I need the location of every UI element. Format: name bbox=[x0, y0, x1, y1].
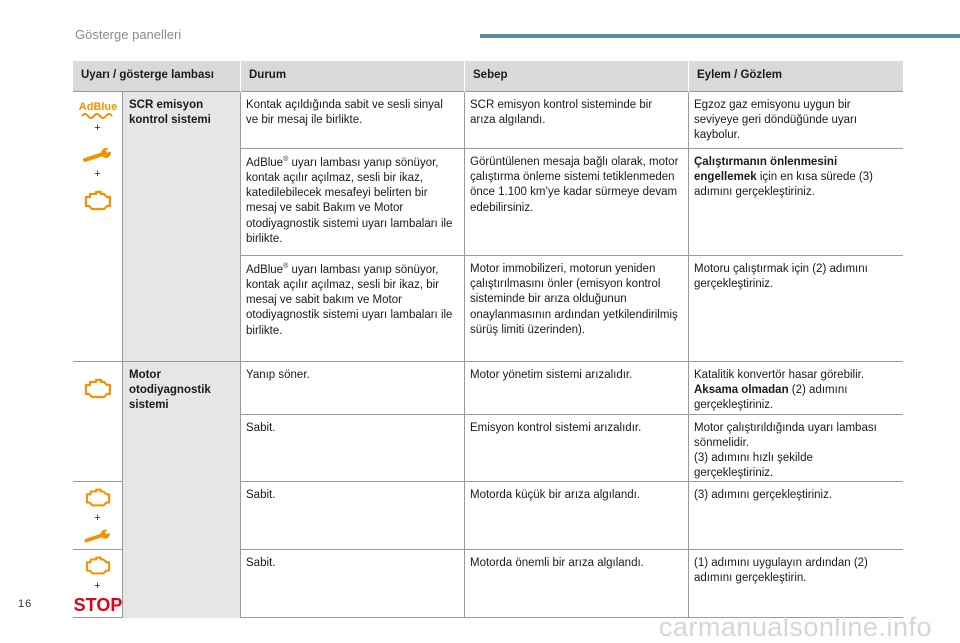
header-rule bbox=[480, 34, 960, 38]
motor-row1-status: Yanıp söner. bbox=[241, 362, 465, 415]
plus-sign: + bbox=[94, 168, 101, 180]
col-header-lamp: Uyarı / gösterge lambası bbox=[73, 61, 241, 92]
plus-sign: + bbox=[94, 122, 101, 134]
stop-icon bbox=[73, 594, 122, 616]
table-row bbox=[73, 92, 903, 149]
motor-row1-cause: Motor yönetim sistemi arızalıdır. bbox=[465, 362, 689, 415]
plus-sign: + bbox=[94, 512, 101, 525]
motor-row3-cause: Motorda küçük bir arıza algılandı. bbox=[465, 482, 689, 550]
scr-row3-status: AdBlue® uyarı lambası yanıp sönüyor, kontak açılır açılmaz, sesli bir ikaz, bir mesaj ve sabit bakım ve Motor otodiyagnostik sistemi uyarı lambaları ile birlikte. bbox=[241, 256, 465, 362]
scr-row3-cause: Motor immobilizeri, motorun yeniden çalıştırılmasını önler (emisyon kontrol sisteminde bir arıza olduğunun onaylanmasının ardından yetkilendirilmiş sürüş limiti üzerinden). bbox=[465, 256, 689, 362]
motor-row2-cause: Emisyon kontrol sistemi arızalıdır. bbox=[465, 414, 689, 482]
scr-icons-cell bbox=[73, 92, 123, 362]
table-row bbox=[73, 362, 903, 415]
page-number: 16 bbox=[18, 598, 33, 610]
motor-minor-icons-cell bbox=[73, 482, 123, 550]
engine-icon bbox=[81, 188, 115, 214]
wrench-icon bbox=[81, 144, 115, 166]
motor-row4-action: (1) adımını uygulayın ardından (2) adımını gerçekleştirin. bbox=[689, 550, 904, 618]
motor-row4-status: Sabit. bbox=[241, 550, 465, 618]
engine-icon bbox=[81, 554, 115, 578]
warning-lamp-table bbox=[73, 61, 903, 618]
plus-sign: + bbox=[94, 580, 101, 593]
adblue-icon-text: AdBlue bbox=[78, 101, 117, 113]
section-title: Gösterge panelleri bbox=[75, 27, 182, 42]
col-header-cause: Sebep bbox=[465, 61, 689, 92]
engine-icon bbox=[81, 486, 115, 510]
scr-row1-action: Egzoz gaz emisyonu uygun bir seviyeye geri döndüğünde uyarı kaybolur. bbox=[689, 92, 904, 149]
stop-icon-text: STOP bbox=[73, 595, 122, 616]
motor-major-icons-cell bbox=[73, 550, 123, 618]
adblue-icon bbox=[76, 98, 120, 120]
scr-row1-cause: SCR emisyon kontrol sisteminde bir arıza algılandı. bbox=[465, 92, 689, 149]
scr-system-name: SCR emisyon kontrol sistemi bbox=[123, 92, 241, 362]
motor-row4-cause: Motorda önemli bir arıza algılandı. bbox=[465, 550, 689, 618]
motor-row3-action: (3) adımını gerçekleştiriniz. bbox=[689, 482, 904, 550]
col-header-action: Eylem / Gözlem bbox=[689, 61, 904, 92]
motor-row2-action: Motor çalıştırıldığında uyarı lambası sönmelidir. (3) adımını hızlı şekilde gerçekleştiriniz. bbox=[689, 414, 904, 482]
scr-row2-status: AdBlue® uyarı lambası yanıp sönüyor, kontak açılır açılmaz, sesli bir ikaz, katedilebilecek mesafeyi belirten bir mesaj ve sabit Bakım ve Motor otodiyagnostik sistemi uyarı lambaları ile birlikte. bbox=[241, 149, 465, 256]
scr-row2-action: Çalıştırmanın önlenmesini engellemek için en kısa sürede (3) adımını gerçekleştiriniz. bbox=[689, 149, 904, 256]
scr-row2-cause: Görüntülenen mesaja bağlı olarak, motor çalıştırma önleme sistemi tetiklenmeden önce 1.100 km’ye kadar sürmeye devam edebilirsiniz. bbox=[465, 149, 689, 256]
motor-system-name: Motor otodiyagnostik sistemi bbox=[123, 362, 241, 618]
wrench-icon bbox=[81, 526, 115, 546]
motor-row3-status: Sabit. bbox=[241, 482, 465, 550]
engine-icon bbox=[81, 376, 115, 402]
motor-icon-cell bbox=[73, 362, 123, 482]
watermark: carmanualsonline.info bbox=[658, 612, 932, 642]
scr-row3-action: Motoru çalıştırmak için (2) adımını gerçekleştiriniz. bbox=[689, 256, 904, 362]
motor-row1-action: Katalitik konvertör hasar görebilir. Aksama olmadan (2) adımını gerçekleştiriniz. bbox=[689, 362, 904, 415]
col-header-status: Durum bbox=[241, 61, 465, 92]
table-header-row bbox=[73, 61, 903, 92]
motor-row2-status: Sabit. bbox=[241, 414, 465, 482]
scr-row1-status: Kontak açıldığında sabit ve sesli sinyal ve bir mesaj ile birlikte. bbox=[241, 92, 465, 149]
